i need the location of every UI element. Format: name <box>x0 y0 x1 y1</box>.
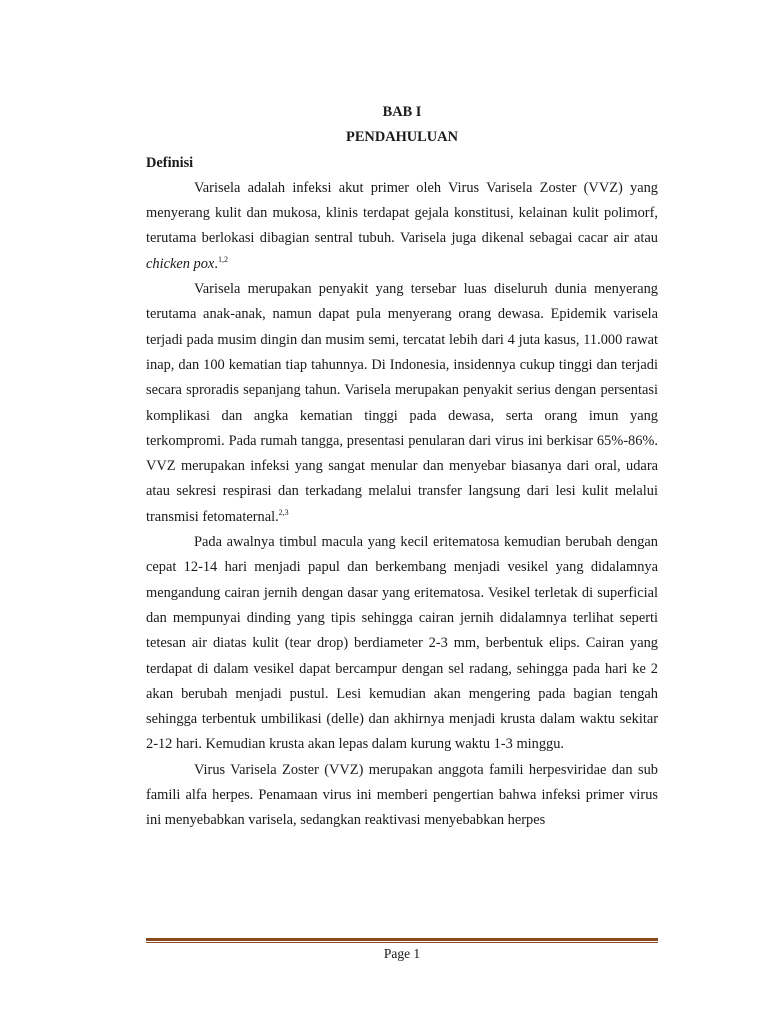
paragraph-2 <box>146 277 658 530</box>
paragraph-1-end: . <box>214 255 218 272</box>
paragraph-1-italic-term: chicken pox <box>146 255 215 272</box>
footer-divider-thick <box>146 938 658 941</box>
paragraph-2-text: Varisela merupakan penyakit yang tersebar luas diseluruh dunia menyerang terutama anak-anak, namun dapat pula menyerang orang dewasa. Epidemik varisela terjadi pada musim dingin dan musim semi, tercatat lebih dari 4 juta kasus, 11.000 rawat inap, dan 100 kematian tiap tahunnya. Di Indonesia, insidennya cukup tinggi dan terjadi secara sproradis sepanjang tahun. Varisela merupakan penyakit serius dengan persentasi komplikasi dan angka kematian tinggi pada dewasa, serta orang imun yang terkompromi. Pada rumah tangga, presentasi penularan dari virus ini berkisar 65%-86%. VVZ merupakan infeksi yang sangat menular dan menyebar biasanya dari oral, udara atau sekresi respirasi dan terkadang melalui transfer langsung dari lesi kulit melalui transmisi fetomaternal. <box>146 281 658 525</box>
paragraph-3-text: Pada awalnya timbul macula yang kecil eritematosa kemudian berubah dengan cepat 12-14 hari menjadi papul dan berkembang menjadi vesikel yang didalamnya mengandung cairan jernih dengan dasar yang eritematosa. Vesikel terletak di superficial dan mempunyai dinding yang tipis sehingga cairan jernih didalamnya terlihat seperti tetesan air diatas kulit (tear drop) berdiameter 2-3 mm, berbentuk elips. Cairan yang terdapat di dalam vesikel dapat bercampur dengan sel radang, sehingga pada hari ke 2 akan berubah menjadi pustul. Lesi kemudian akan mengering pada bagian tengah sehingga terbentuk umbilikasi (delle) dan akhirnya menjadi krusta dalam waktu sekitar 2-12 hari. Kemudian krusta akan lepas dalam kurung waktu 1-3 minggu. <box>146 534 658 753</box>
paragraph-4 <box>146 758 658 834</box>
citation-1: 1,2 <box>217 254 228 264</box>
chapter-title: PENDAHULUAN <box>346 129 458 146</box>
footer-divider-thin <box>146 942 658 943</box>
paragraph-1 <box>146 176 658 277</box>
section-heading: Definisi <box>146 154 194 171</box>
paragraph-3 <box>146 530 658 758</box>
paragraph-4-text: Virus Varisela Zoster (VVZ) merupakan anggota famili herpesviridae dan sub famili alfa herpes. Penamaan virus ini memberi pengertian bahwa infeksi primer virus ini menyebabkan varisela, sedangkan reaktivasi menyebabkan herpes <box>146 761 658 829</box>
paragraph-1-text: Varisela adalah infeksi akut primer oleh Virus Varisela Zoster (VVZ) yang menyerang kulit dan mukosa, klinis terdapat gejala konstitusi, kelainan kulit polimorf, terutama berlokasi dibagian sentral tubuh. Varisela juga dikenal sebagai cacar air atau <box>146 179 658 247</box>
page-body <box>146 100 658 834</box>
citation-2: 2,3 <box>278 507 289 517</box>
chapter-number: BAB I <box>382 104 422 120</box>
footer-divider <box>146 938 658 944</box>
page-number: Page 1 <box>383 946 421 961</box>
